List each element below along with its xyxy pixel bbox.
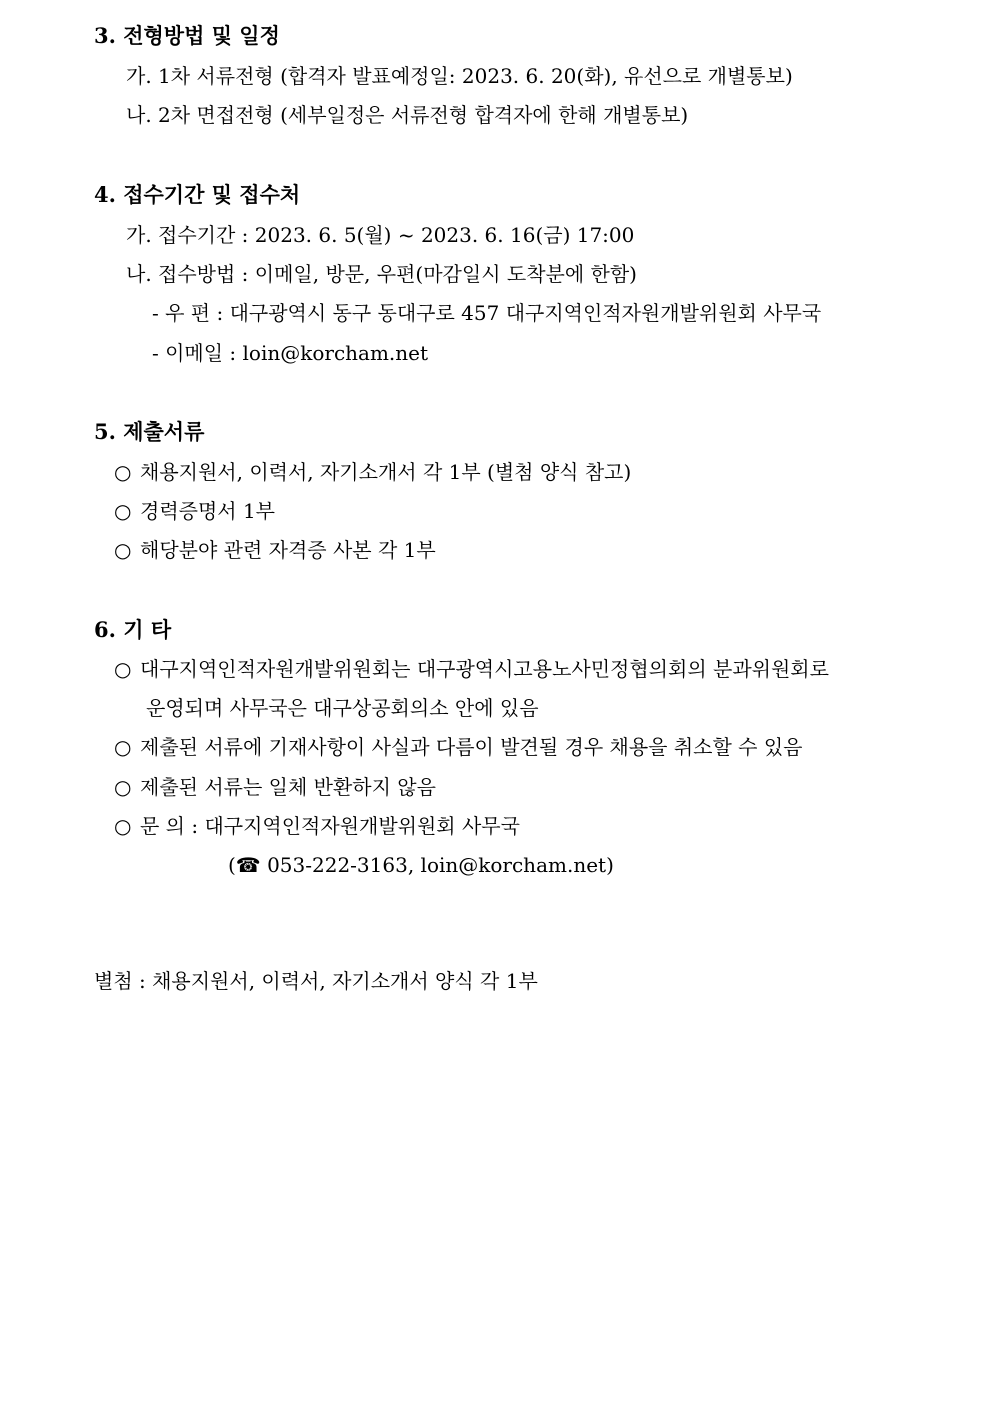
section5-list-item-3 [114,537,436,563]
bullet-circle-icon: ○ [114,538,132,562]
bullet-circle-icon: ○ [114,814,132,838]
section5-title: 5. 제출서류 [94,419,205,444]
section6-title: 6. 기 타 [94,617,172,642]
section6-list-item-2 [114,734,803,760]
section6-item-text: 제출된 서류는 일체 반환하지 않음 [140,775,436,799]
section6-item-text: 대구지역인적자원개발위원회는 대구광역시고용노사민정협의회의 분과위원회로 [140,657,829,681]
section4-subitem-email: - 이메일 : loin@korcham.net [152,341,429,365]
section3-title: 3. 전형방법 및 일정 [94,23,280,48]
section4-item-1: 가. 접수기간 : 2023. 6. 5(월) ~ 2023. 6. 16(금) 17:00 [126,223,635,247]
section5-list-item-1 [114,459,631,485]
section4-item-2: 나. 접수방법 : 이메일, 방문, 우편(마감일시 도착분에 한함) [126,262,637,286]
section6-item1-continuation: 운영되며 사무국은 대구상공회의소 안에 있음 [146,696,539,720]
section6-list-item-4 [114,813,520,839]
section5-list-item-2 [114,498,275,524]
attachment-note: 별첨 : 채용지원서, 이력서, 자기소개서 양식 각 1부 [94,969,538,993]
section4-subitem-mail: - 우 편 : 대구광역시 동구 동대구로 457 대구지역인적자원개발위원회 사무국 [152,301,822,325]
section5-item-text: 경력증명서 1부 [140,499,276,523]
section4-title: 4. 접수기간 및 접수처 [94,182,301,207]
section3-item-1: 가. 1차 서류전형 (합격자 발표예정일: 2023. 6. 20(화), 유선으로 개별통보) [126,64,793,88]
bullet-circle-icon: ○ [114,775,132,799]
section6-item-text: 문 의 : 대구지역인적자원개발위원회 사무국 [140,814,520,838]
section6-list-item-1 [114,656,829,682]
bullet-circle-icon: ○ [114,657,132,681]
section6-list-item-3 [114,774,436,800]
section5-item-text: 채용지원서, 이력서, 자기소개서 각 1부 (별첨 양식 참고) [140,460,632,484]
bullet-circle-icon: ○ [114,735,132,759]
bullet-circle-icon: ○ [114,460,132,484]
section5-item-text: 해당분야 관련 자격증 사본 각 1부 [140,538,436,562]
section6-item-text: 제출된 서류에 기재사항이 사실과 다름이 발견될 경우 채용을 취소할 수 있음 [140,735,803,759]
section3-item-2: 나. 2차 면접전형 (세부일정은 서류전형 합격자에 한해 개별통보) [126,103,689,127]
bullet-circle-icon: ○ [114,499,132,523]
section6-contact: (☎ 053-222-3163, loin@korcham.net) [228,853,614,877]
